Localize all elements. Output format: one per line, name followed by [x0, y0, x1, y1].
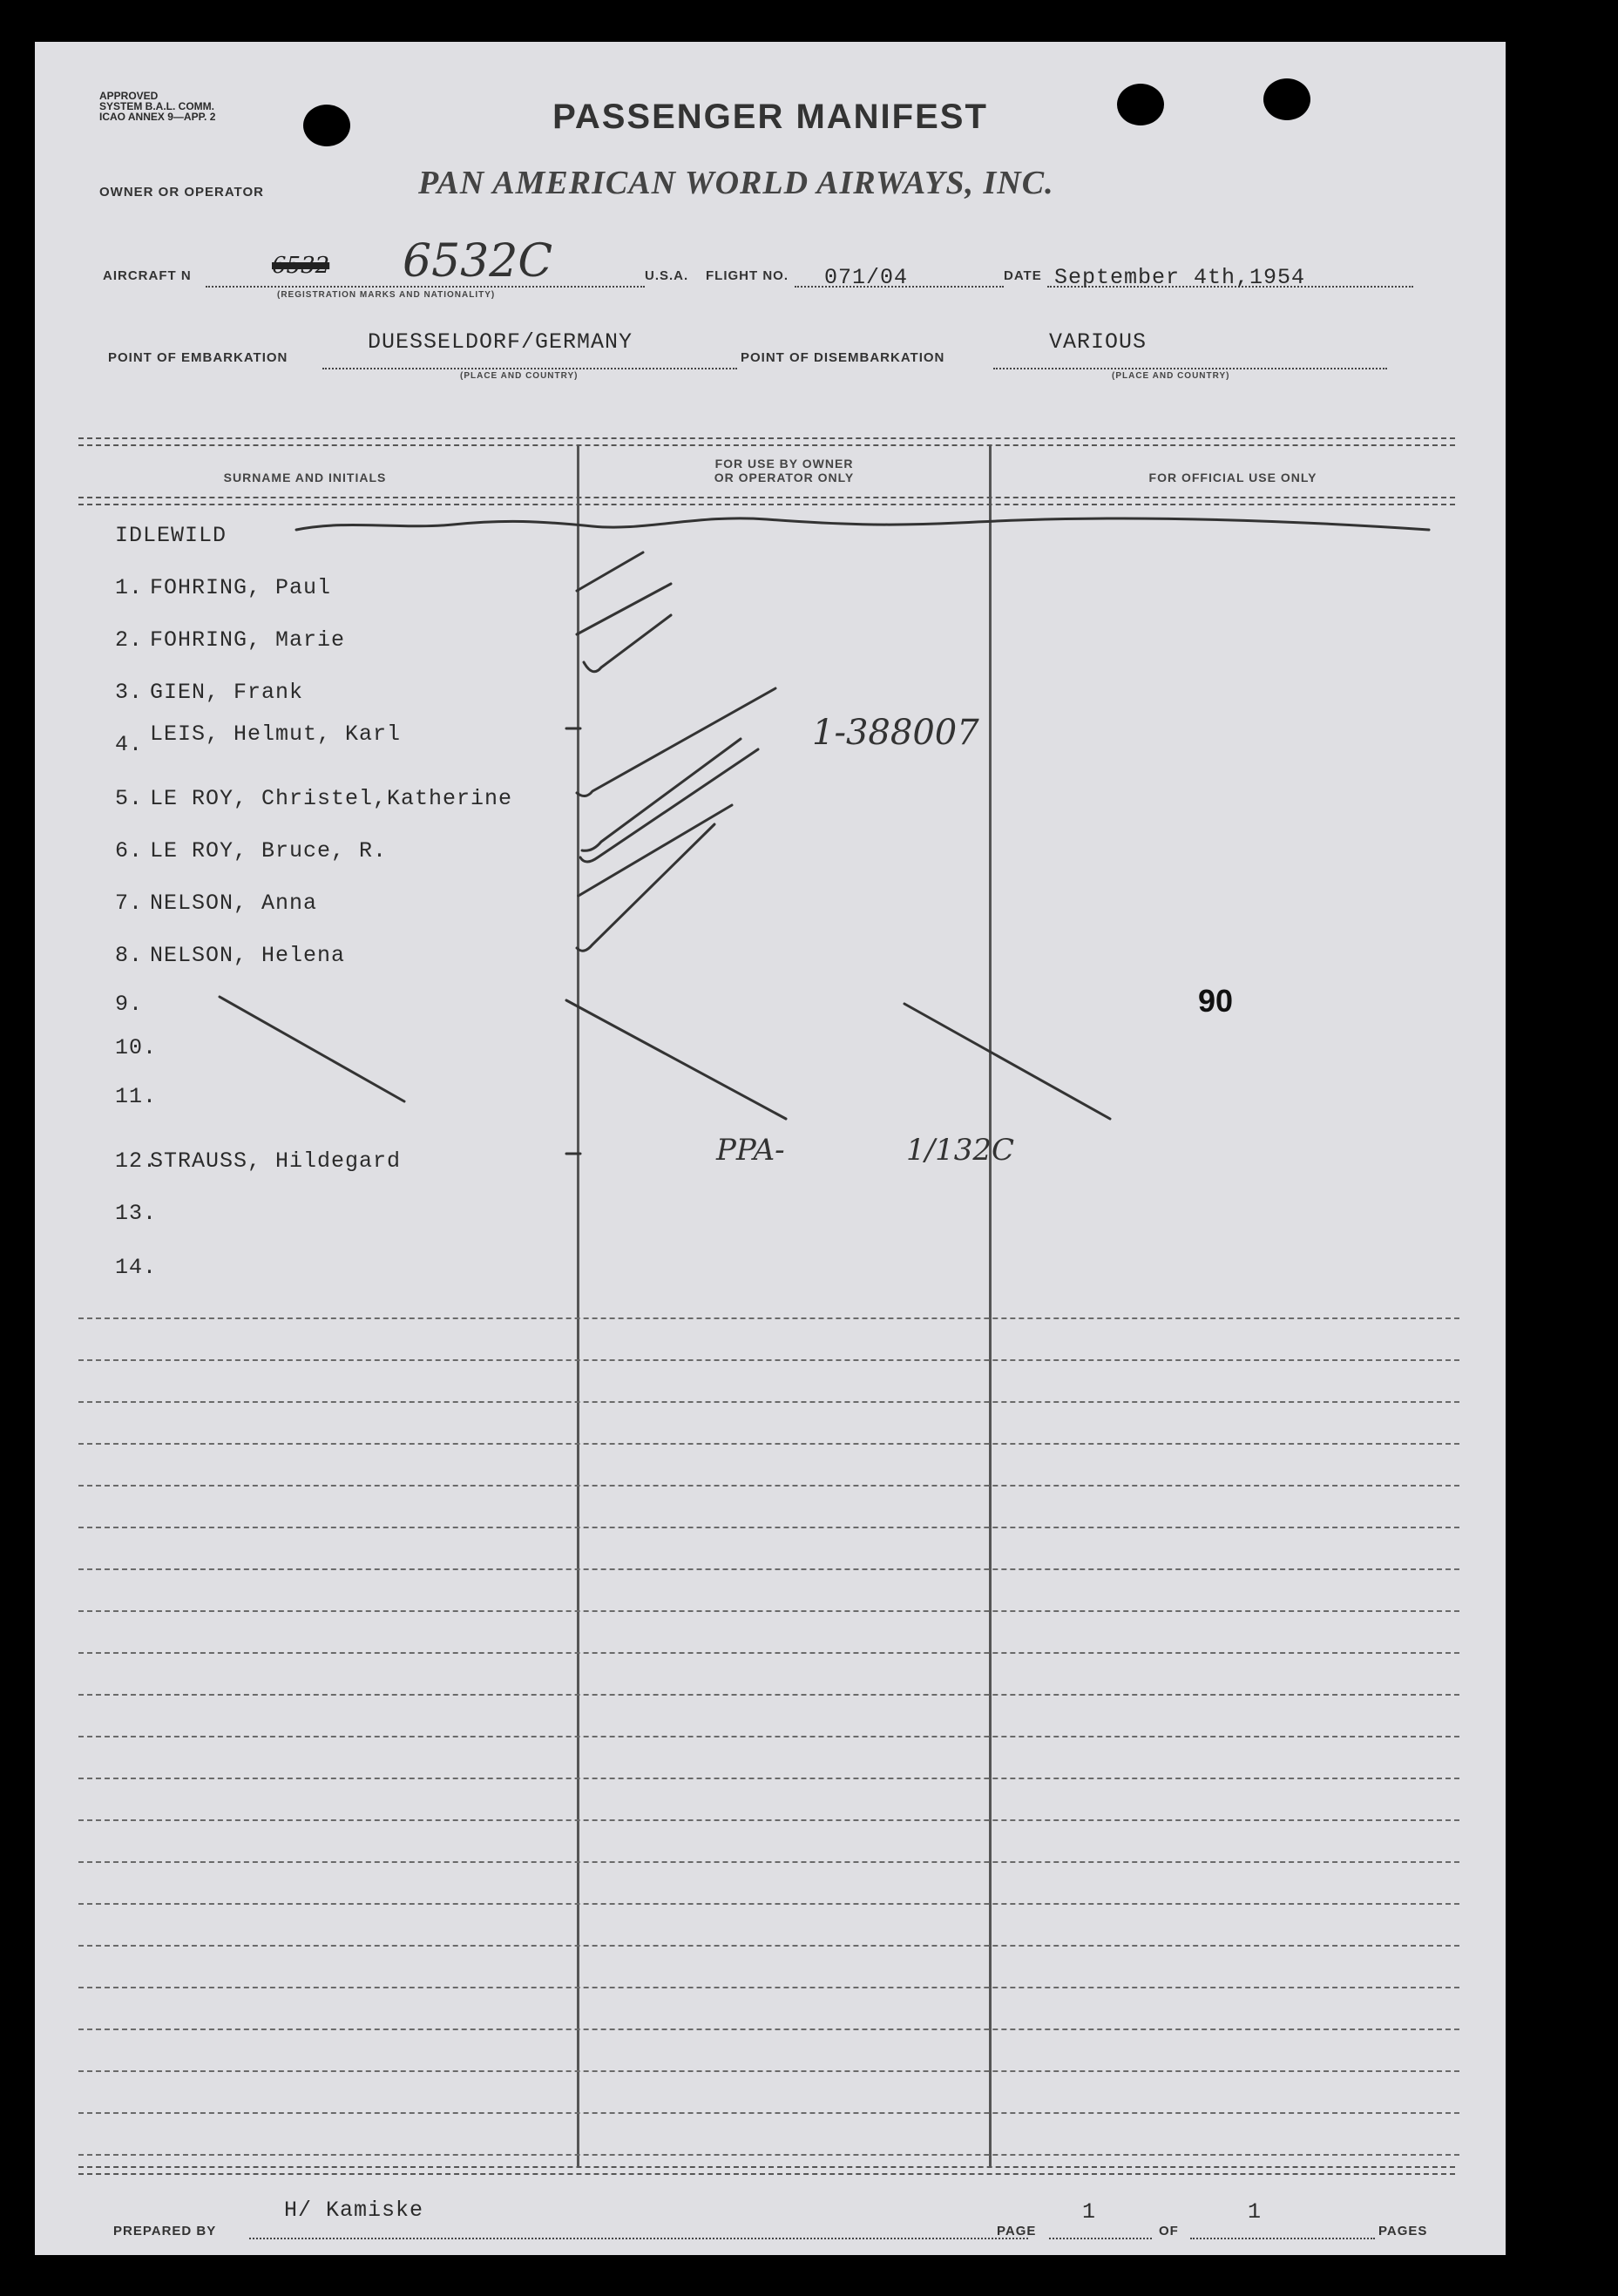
check-mark	[584, 615, 671, 672]
disembarkation-label: POINT OF DISEMBARKATION	[741, 350, 945, 365]
ruled-line	[78, 1317, 1459, 1319]
list-item	[115, 838, 387, 864]
passenger-name: LE ROY, Bruce, R.	[150, 838, 388, 864]
registration-caption: (REGISTRATION MARKS AND NATIONALITY)	[277, 290, 496, 300]
embarkation-caption: (PLACE AND COUNTRY)	[460, 371, 579, 381]
prepared-by-value: H/ Kamiske	[284, 2198, 424, 2223]
nationality: U.S.A.	[645, 268, 689, 283]
slash-mark	[220, 997, 404, 1101]
entry-number: 13.	[115, 1201, 158, 1226]
passenger-name: FOHRING, Marie	[150, 627, 346, 653]
check-mark	[579, 805, 732, 896]
ruled-line	[78, 2028, 1459, 2030]
slash-mark	[566, 1000, 786, 1119]
ruled-line	[78, 2070, 1459, 2072]
date-label: DATE	[1004, 268, 1042, 283]
header-bottom-rule	[78, 497, 1455, 505]
flight-value: 071/04	[824, 265, 909, 290]
approval-line: APPROVED	[99, 90, 159, 102]
passenger-name: NELSON, Helena	[150, 943, 346, 968]
strauss-handwritten-note: PPA-	[716, 1133, 785, 1168]
passenger-name: LE ROY, Christel,Katherine	[150, 786, 513, 811]
list-item	[115, 1084, 158, 1109]
list-item	[115, 1148, 401, 1174]
of-label: OF	[1159, 2224, 1179, 2238]
check-mark	[582, 739, 741, 850]
ruled-line	[78, 1568, 1459, 1570]
section-heading: IDLEWILD	[115, 523, 227, 548]
entry-number: 14.	[115, 1255, 158, 1280]
ruled-line	[78, 2112, 1459, 2114]
list-item	[115, 943, 345, 968]
flight-label: FLIGHT NO.	[706, 268, 789, 283]
ruled-line	[78, 1987, 1459, 1988]
aircraft-struck-value: 6532	[272, 253, 330, 279]
prepared-by-label: PREPARED BY	[113, 2224, 217, 2238]
official-stamp-number: 90	[1198, 983, 1234, 1019]
pages-underline	[1190, 2238, 1375, 2239]
prepared-by-underline	[249, 2238, 1028, 2239]
page-value: 1	[1082, 2199, 1097, 2225]
column-divider	[989, 444, 992, 2166]
list-item	[115, 992, 150, 1017]
embarkation-value: DUESSELDORF/GERMANY	[368, 329, 633, 355]
manifest-page	[35, 42, 1506, 2255]
ruled-line	[78, 1819, 1459, 1821]
idlewild-wavy-line	[296, 518, 1429, 530]
ruled-line	[78, 1861, 1459, 1863]
check-mark	[580, 749, 758, 862]
check-mark	[577, 584, 671, 634]
list-item	[115, 786, 512, 811]
check-mark	[577, 824, 714, 951]
ruled-line	[78, 1694, 1459, 1696]
check-mark	[577, 552, 643, 591]
table-bottom-rule	[78, 2166, 1455, 2175]
surname-column-header: SURNAME AND INITIALS	[223, 471, 387, 484]
entry-number: 1.	[115, 575, 144, 600]
table-top-rule	[78, 437, 1455, 446]
owner-label: OWNER OR OPERATOR	[99, 185, 264, 200]
official-use-column-header: FOR OFFICIAL USE ONLY	[1148, 471, 1317, 484]
pages-value: 1	[1248, 2199, 1263, 2225]
aircraft-label: AIRCRAFT N	[103, 268, 192, 283]
pages-label: PAGES	[1378, 2224, 1428, 2238]
owner-use-header-line: OR OPERATOR ONLY	[714, 471, 855, 484]
entry-number: 10.	[115, 1035, 158, 1060]
list-item	[115, 680, 303, 705]
list-item	[115, 1035, 158, 1060]
entry-number: 2.	[115, 627, 144, 653]
page-underline	[1049, 2238, 1152, 2239]
strauss-handwritten-number: 1/132C	[906, 1133, 1014, 1168]
owner-use-column-header	[601, 457, 967, 484]
ruled-line	[78, 1359, 1459, 1361]
ruled-line	[78, 1401, 1459, 1403]
leis-handwritten-number: 1-388007	[812, 713, 979, 753]
disembarkation-caption: (PLACE AND COUNTRY)	[1112, 371, 1230, 381]
list-item	[115, 627, 345, 653]
check-mark	[577, 688, 775, 796]
column-divider	[577, 444, 579, 2166]
list-item	[115, 1255, 158, 1280]
embarkation-label: POINT OF EMBARKATION	[108, 350, 288, 365]
slash-mark	[904, 1004, 1110, 1119]
page-label: PAGE	[997, 2224, 1037, 2238]
ruled-line	[78, 1903, 1459, 1905]
aircraft-value: 6532C	[403, 235, 553, 288]
entry-number: 7.	[115, 891, 144, 916]
list-item	[115, 1201, 158, 1226]
ruled-line	[78, 1652, 1459, 1654]
ruled-line	[78, 1945, 1459, 1947]
ruled-line	[78, 1610, 1459, 1612]
entry-number: 11.	[115, 1084, 158, 1109]
disembarkation-underline	[993, 368, 1387, 369]
passenger-name: NELSON, Anna	[150, 891, 318, 916]
entry-number: 6.	[115, 838, 144, 864]
ruled-line	[78, 1778, 1459, 1779]
embarkation-underline	[322, 368, 737, 369]
disembarkation-value: VARIOUS	[1049, 329, 1147, 355]
entry-number: 5.	[115, 786, 144, 811]
passenger-name: LEIS, Helmut, Karl	[150, 721, 402, 747]
passenger-name: FOHRING, Paul	[150, 575, 332, 600]
owner-use-header-line: FOR USE BY OWNER	[714, 457, 854, 471]
list-item	[115, 721, 402, 757]
ruled-line	[78, 1736, 1459, 1737]
airline-name: PAN AMERICAN WORLD AIRWAYS, INC.	[418, 165, 1054, 201]
ruled-line	[78, 2154, 1459, 2156]
approval-line: SYSTEM B.A.L. COMM.	[99, 100, 214, 112]
entry-number: 4.	[115, 732, 144, 757]
entry-number: 9.	[115, 992, 144, 1017]
approval-line: ICAO ANNEX 9—APP. 2	[99, 111, 216, 123]
entry-number: 12.	[115, 1148, 158, 1174]
ruled-line	[78, 1485, 1459, 1487]
ruled-line	[78, 1527, 1459, 1528]
passenger-name: STRAUSS, Hildegard	[150, 1148, 402, 1174]
ruled-line	[78, 1443, 1459, 1445]
date-value: September 4th,1954	[1054, 265, 1306, 290]
passenger-name: GIEN, Frank	[150, 680, 304, 705]
form-title: PASSENGER MANIFEST	[552, 98, 988, 136]
entry-number: 8.	[115, 943, 144, 968]
list-item	[115, 575, 331, 600]
entry-number: 3.	[115, 680, 144, 705]
list-item	[115, 891, 317, 916]
